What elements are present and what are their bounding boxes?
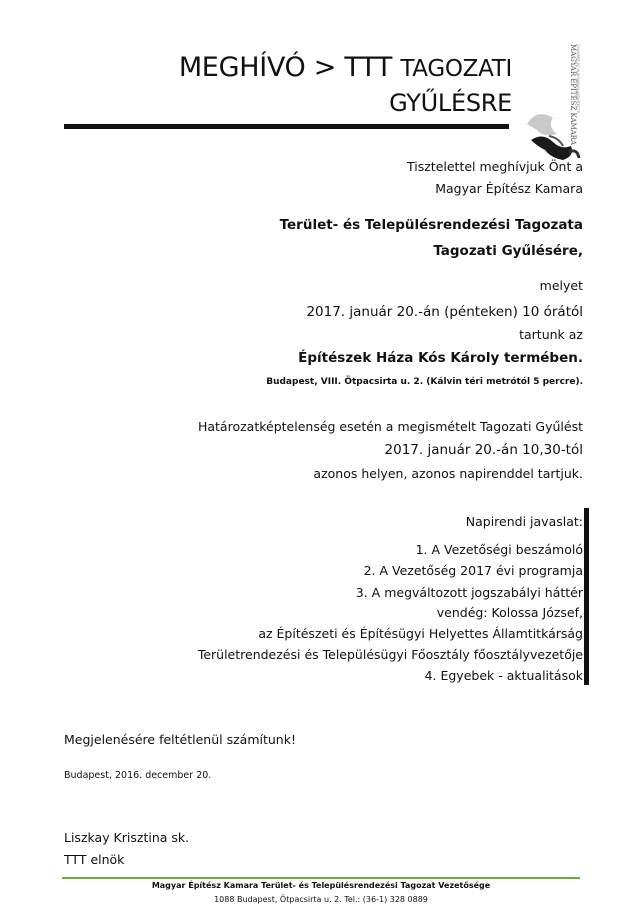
org-line-1: Terület- és Településrendezési Tagozata — [279, 217, 583, 233]
quorum-line-3: azonos helyen, azonos napirenddel tartjuk. — [313, 466, 583, 481]
footer-line-2: 1088 Budapest, Ötpacsirta u. 2. Tel.: (36-1) 328 0889 — [214, 895, 428, 904]
meeting-address: Budapest, VIII. Ötpacsirta u. 2. (Kálvin téri metrótól 5 percre). — [266, 377, 583, 387]
melyet-text: melyet — [539, 278, 583, 293]
agenda-item: 3. A megváltozott jogszabályi háttér — [355, 585, 583, 600]
title-secondary: TAGOZATI — [400, 56, 512, 82]
meeting-date: 2017. január 20.-án (pénteken) 10 órától — [306, 304, 583, 320]
quorum-line-2: 2017. január 20.-án 10,30-tól — [384, 442, 583, 458]
intro-line-2: Magyar Építész Kamara — [435, 181, 583, 196]
tartunk-text: tartunk az — [519, 327, 583, 342]
agenda-item: 4. Egyebek - aktualitások — [424, 668, 583, 683]
agenda-item: 2. A Vezetőség 2017 évi programja — [363, 563, 583, 578]
logo-subtext: CHAMBER OF HUNGARIAN ARCHITECTS — [576, 44, 580, 113]
logo-text: MAGYAR ÉPÍTÉSZ KAMARA — [569, 44, 577, 146]
agenda-bar — [584, 508, 589, 685]
footer-line-1: Magyar Építész Kamara Terület- és Településrendezési Tagozat Vezetősége — [151, 881, 491, 890]
agenda-heading: Napirendi javaslat: — [465, 514, 583, 529]
page-title — [112, 50, 512, 87]
footer-rule — [62, 877, 580, 879]
agenda-item: 1. A Vezetőségi beszámoló — [415, 542, 583, 557]
agenda-item: Területrendezési és Településügyi Főosztály főosztályvezetője — [197, 647, 583, 662]
title-main: MEGHÍVÓ > TTT — [178, 52, 393, 83]
signer-name: Liszkay Krisztina sk. — [64, 830, 190, 845]
agenda-item: az Építészeti és Építésügyi Helyettes Államtitkárság — [258, 626, 583, 641]
signer-role: TTT elnök — [64, 852, 125, 867]
chamber-logo — [523, 40, 588, 170]
agenda-item: vendég: Kolossa József, — [436, 605, 583, 620]
page-title-line2: GYŰLÉSRE — [389, 89, 512, 117]
org-line-2: Tagozati Gyűlésére, — [433, 243, 583, 259]
quorum-line-1: Határozatképtelenség esetén a megismételt Tagozati Gyűlést — [197, 419, 583, 434]
meeting-venue: Építészek Háza Kós Károly termében. — [298, 350, 583, 366]
closing-appeal: Megjelenésére feltétlenül számítunk! — [64, 732, 296, 747]
intro-line-1: Tisztelettel meghívjuk Önt a — [407, 159, 583, 174]
place-date: Budapest, 2016. december 20. — [64, 770, 212, 781]
title-rule — [64, 124, 509, 129]
